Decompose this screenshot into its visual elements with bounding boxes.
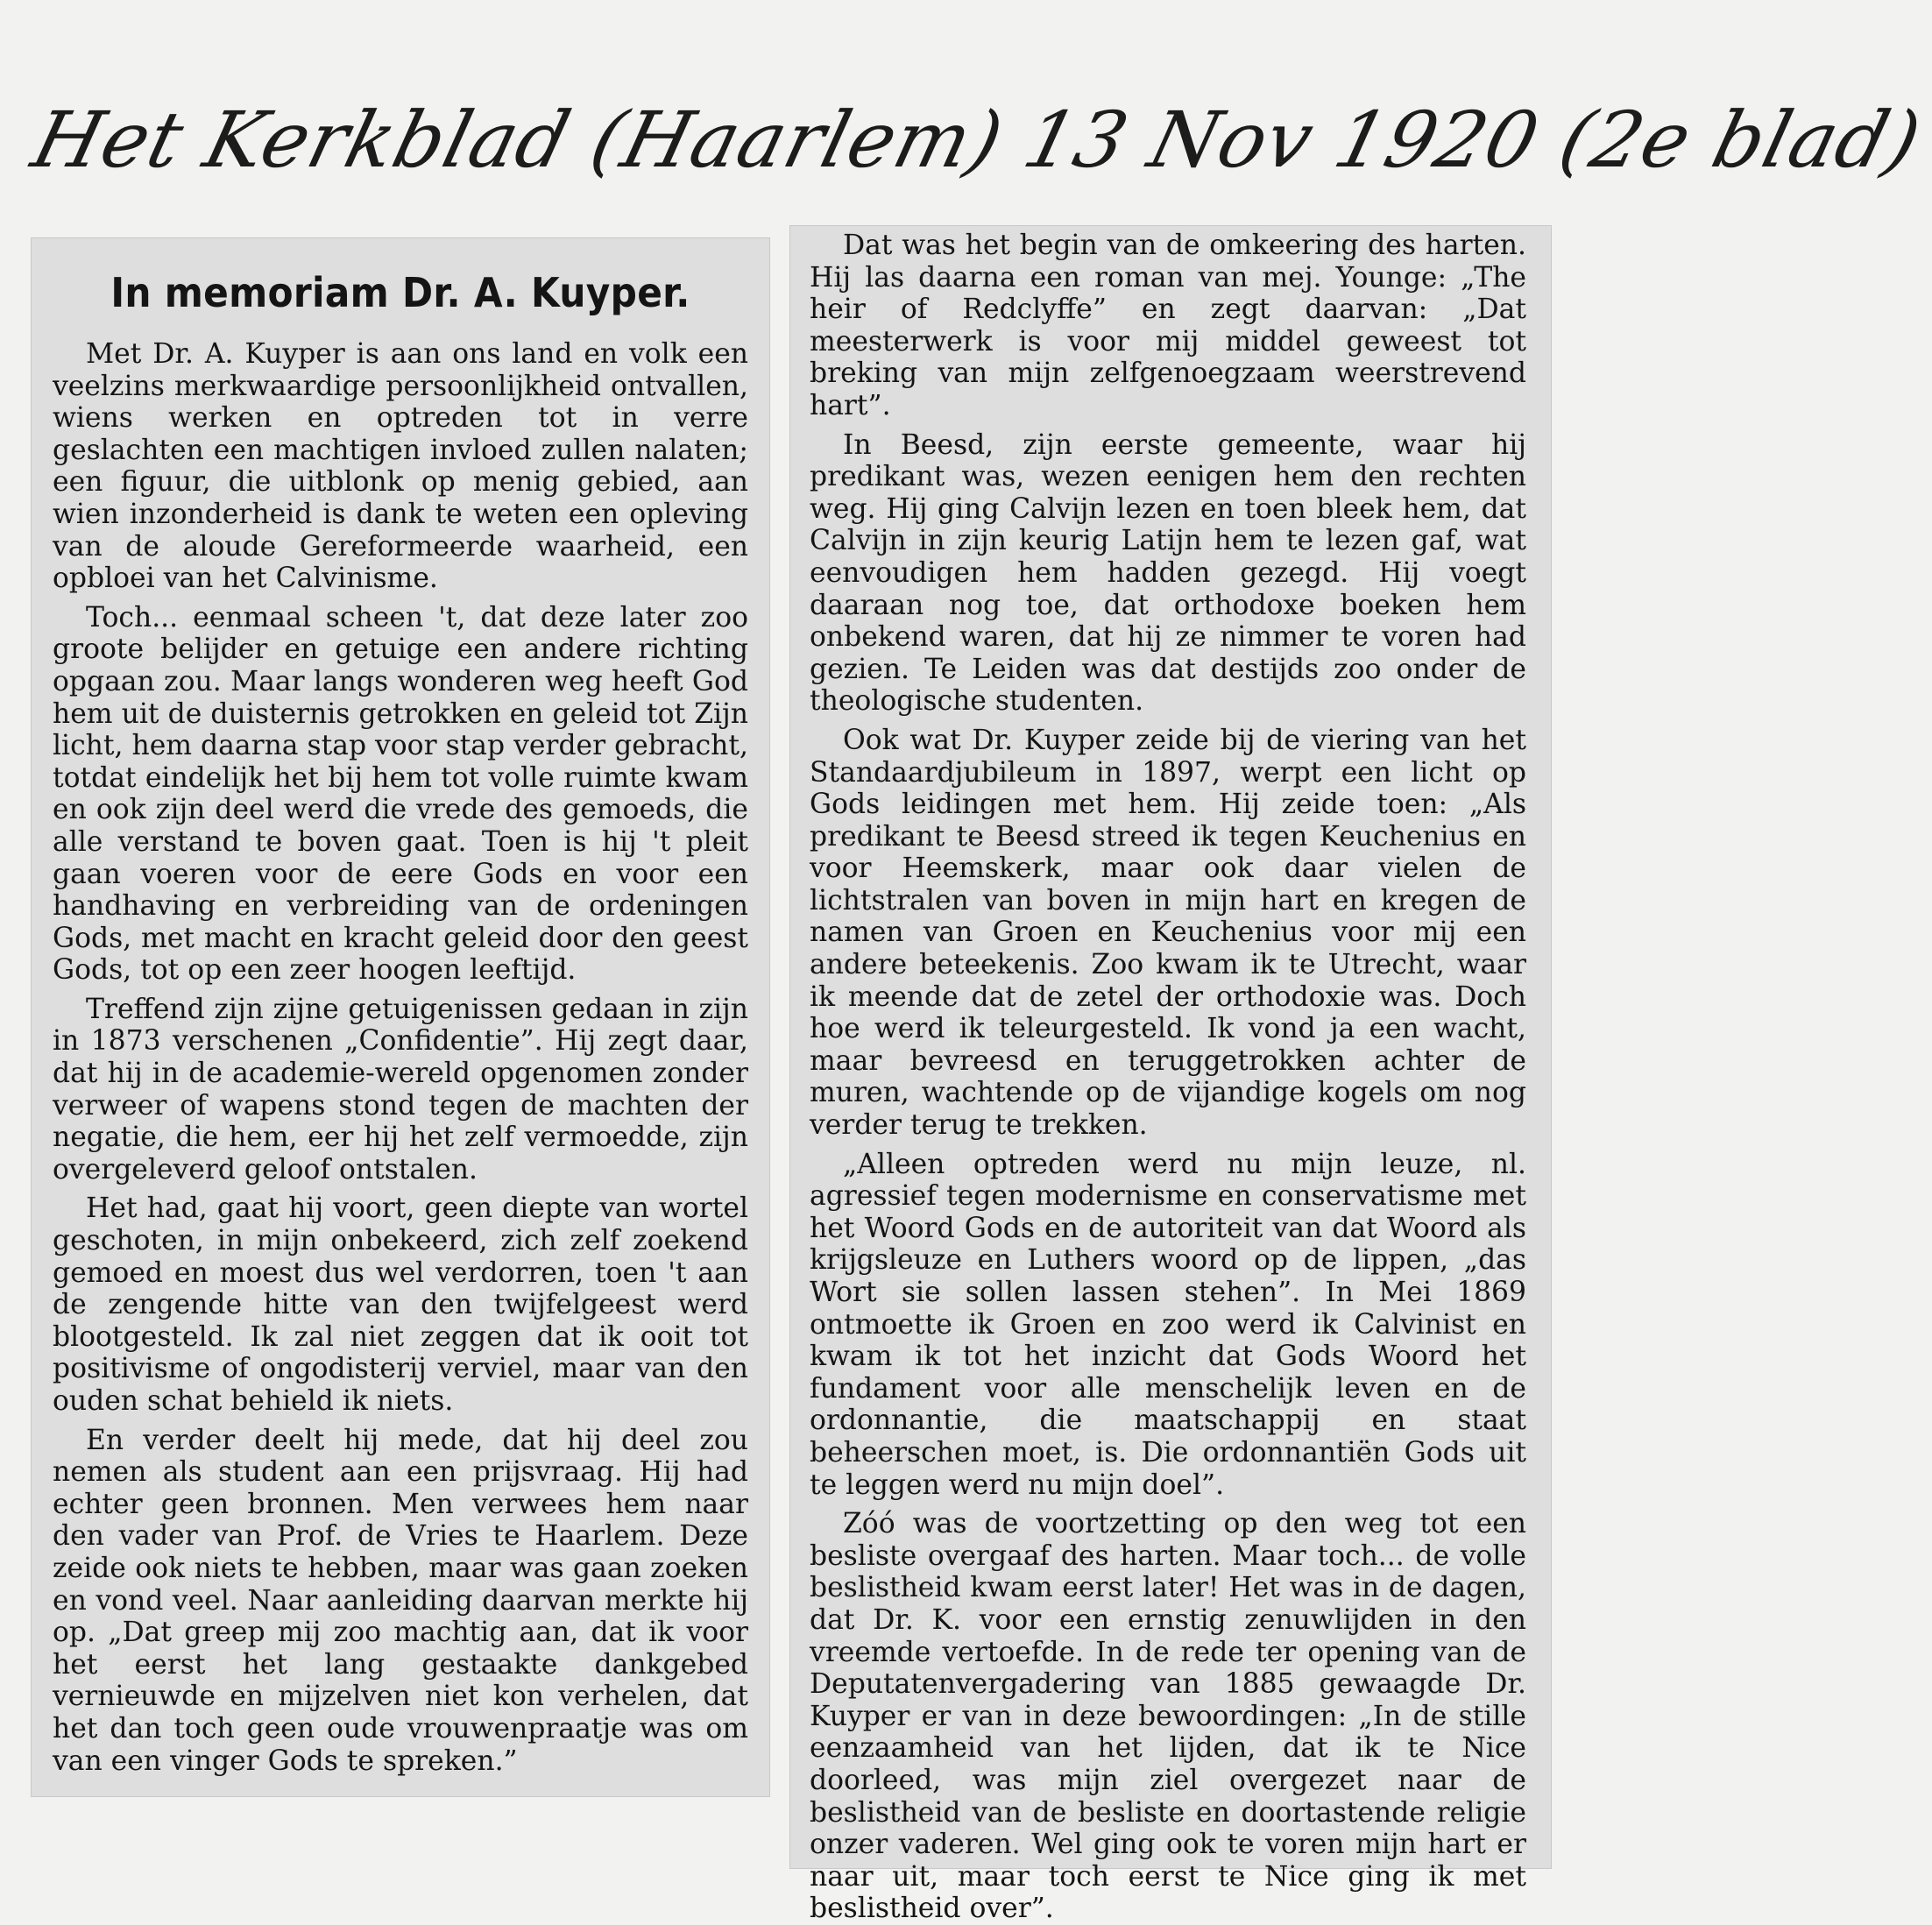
article-paragraph: Zóó was de voortzetting op den weg tot een besliste overgaaf des harten. Maar toch... de volle beslistheid kwam eerst later! Het was in de dagen, dat Dr. K. voor een ernstig zenuwlijden in den vreemde vertoefde. In de rede ter opening van de Deputatenvergadering van 1885 gewaagde Dr. Kuyper er van in deze bewoordingen: „In de stille eenzaamheid van het lijden, dat ik te Nice doorleed, was mijn ziel overgezet naar de beslistheid van de besliste en doortastende religie onzer vaderen. Wel ging ook te voren mijn hart er naar uit, maar toch eerst te Nice ging ik met beslistheid over”. xyxy=(810,1508,1526,1925)
article-clipping-left xyxy=(32,238,769,1796)
article-paragraph: Toch... eenmaal scheen 't, dat deze later zoo groote belijder en getuige een andere richting opgaan zou. Maar langs wonderen weg heeft God hem uit de duisternis getrokken en geleid tot Zijn licht, hem daarna stap voor stap verder gebracht, totdat eindelijk het bij hem tot volle ruimte kwam en ook zijn deel werd die vrede des gemoeds, die alle verstand te boven gaat. Toen is hij 't pleit gaan voeren voor de eere Gods en voor een handhaving en verbreiding van de ordeningen Gods, met macht en kracht geleid door den geest Gods, tot op een zeer hoogen leeftijd. xyxy=(53,601,748,987)
article-paragraph: In Beesd, zijn eerste gemeente, waar hij predikant was, wezen eenigen hem den rechten weg. Hij ging Calvijn lezen en toen bleek hem, dat Calvijn in zijn keurig Latijn hem te lezen gaf, wat eenvoudigen hem hadden gezegd. Hij voegt daaraan nog toe, dat orthodoxe boeken hem onbekend waren, dat hij ze nimmer te voren had gezien. Te Leiden was dat destijds zoo onder de theologische studenten. xyxy=(810,428,1526,718)
article-clipping-right xyxy=(790,226,1551,1925)
article-paragraph: Ook wat Dr. Kuyper zeide bij de viering van het Standaardjubileum in 1897, werpt een licht op Gods leidingen met hem. Hij zeide toen: „Als predikant te Beesd streed ik tegen Keuchenius en voor Heemskerk, maar ook daar vielen de lichtstralen van boven in mijn hart en kregen de namen van Groen en Keuchenius voor mij een andere beteekenis. Zoo kwam ik te Utrecht, waar ik meende dat de zetel der orthodoxie was. Doch hoe werd ik teleurgesteld. Ik vond ja een wacht, maar bevreesd en teruggetrokken achter de muren, wachtende op de vijandige kogels om nog verder terug te trekken. xyxy=(810,724,1526,1142)
article-title: In memoriam Dr. A. Kuyper. xyxy=(110,269,690,316)
article-paragraph: „Alleen optreden werd nu mijn leuze, nl. agressief tegen modernisme en conservatisme met het Woord Gods en de autoriteit van dat Woord als krijgsleuze en Luthers woord op de lippen, „das Wort sie sollen lassen stehen”. In Mei 1869 ontmoette ik Groen en zoo werd ik Calvinist en kwam ik tot het inzicht dat Gods Woord het fundament voor alle menschelijk leven en de ordonnantie, die maatschappij en staat beheerschen moet, is. Die ordonnantiën Gods uit te leggen werd nu mijn doel”. xyxy=(810,1148,1526,1501)
article-paragraph: En verder deelt hij mede, dat hij deel zou nemen als student aan een prijsvraag. Hij had echter geen bronnen. Men verwees hem naar den vader van Prof. de Vries te Haarlem. Deze zeide ook niets te hebben, maar was gaan zoeken en vond veel. Naar aanleiding daarvan merkte hij op. „Dat greep mij zoo machtig aan, dat ik voor het eerst het lang gestaakte dankgebed vernieuwde en mijzelven niet kon verhelen, dat het dan toch geen oude vrouwenpraatje was om van een vinger Gods te spreken.” xyxy=(53,1424,748,1777)
article-paragraph: Dat was het begin van de omkeering des harten. Hij las daarna een roman van mej. Younge: „The heir of Redclyffe” en zegt daarvan: „Dat meesterwerk is voor mij middel geweest tot breking van mijn zelfgenoegzaam weerstrevend hart”. xyxy=(810,230,1526,421)
handwritten-annotation: Het Kerkblad (Haarlem) 13 Nov 1920 (2e blad) xyxy=(24,95,1930,185)
article-paragraph: Met Dr. A. Kuyper is aan ons land en volk een veelzins merkwaardige persoonlijkheid ontvallen, wiens werken en optreden tot in verre geslachten een machtigen invloed zullen nalaten; een figuur, die uitblonk op menig gebied, aan wien inzonderheid is dank te weten een opleving van de aloude Gereformeerde waarheid, een opbloei van het Calvinisme. xyxy=(53,338,748,595)
article-paragraph: Het had, gaat hij voort, geen diepte van wortel geschoten, in mijn onbekeerd, zich zelf zoekend gemoed en moest dus wel verdorren, toen 't aan de zengende hitte van den twijfelgeest werd blootgesteld. Ik zal niet zeggen dat ik ooit tot positivisme of ongodisterij verviel, maar van den ouden schat behield ik niets. xyxy=(53,1193,748,1417)
article-paragraph: Treffend zijn zijne getuigenissen gedaan in zijn in 1873 verschenen „Confidentie”. Hij zegt daar, dat hij in de academie-wereld opgenomen zonder verweer of wapens stond tegen de machten der negatie, die hem, eer hij het zelf vermoedde, zijn overgeleverd geloof ontstalen. xyxy=(53,993,748,1185)
